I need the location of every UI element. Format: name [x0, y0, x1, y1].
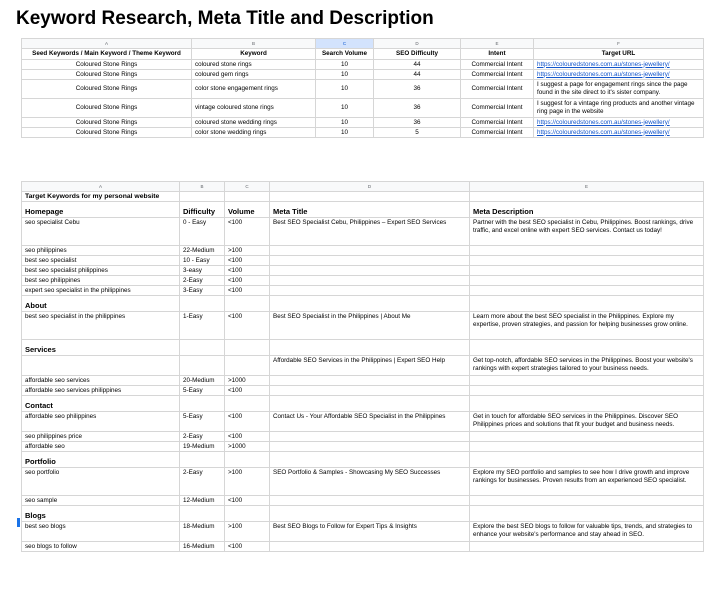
volume-cell[interactable]: <100	[225, 412, 270, 432]
section-title[interactable]: About	[22, 296, 180, 312]
seed-keyword-cell[interactable]: Coloured Stone Rings	[22, 60, 192, 70]
empty-cell[interactable]	[225, 340, 270, 356]
empty-cell[interactable]	[180, 396, 225, 412]
empty-cell[interactable]	[470, 340, 704, 356]
volume-cell[interactable]: <100	[225, 386, 270, 396]
keyword-cell[interactable]: seo philippines	[22, 246, 180, 256]
table-row	[22, 118, 704, 128]
section-title[interactable]: Blogs	[22, 506, 180, 522]
meta-description-cell[interactable]	[470, 386, 704, 396]
difficulty-cell[interactable]: 20-Medium	[180, 376, 225, 386]
volume-cell[interactable]	[225, 356, 270, 376]
section-row-blogs	[22, 506, 704, 522]
column-header-e[interactable]: E	[461, 39, 534, 49]
empty-cell[interactable]	[180, 506, 225, 522]
section-row-contact	[22, 396, 704, 412]
table-row	[22, 128, 704, 138]
seo-difficulty-cell[interactable]: 5	[374, 128, 461, 138]
volume-cell[interactable]: >100	[225, 522, 270, 542]
meta-description-cell[interactable]	[470, 432, 704, 442]
intent-cell[interactable]: Commercial Intent	[461, 99, 534, 118]
meta-title-cell[interactable]	[270, 432, 470, 442]
volume-cell[interactable]: <100	[225, 542, 270, 552]
volume-cell[interactable]: <100	[225, 266, 270, 276]
seo-difficulty-cell[interactable]: 44	[374, 70, 461, 80]
header-cell-keyword[interactable]: Keyword	[192, 49, 316, 60]
section-title[interactable]: Homepage	[22, 202, 180, 218]
column-header-b[interactable]: B	[180, 182, 225, 192]
table-row	[22, 312, 704, 340]
table-row	[22, 286, 704, 296]
keyword-cell[interactable]	[22, 356, 180, 376]
meta-title-cell[interactable]: Best SEO Specialist in the Philippines | About Me	[270, 312, 470, 340]
header-cell-meta-description[interactable]: Meta Description	[470, 202, 704, 218]
empty-cell[interactable]	[180, 192, 225, 202]
keyword-cell[interactable]: affordable seo services philippines	[22, 386, 180, 396]
difficulty-cell[interactable]: 18-Medium	[180, 522, 225, 542]
empty-cell[interactable]	[470, 506, 704, 522]
keyword-cell[interactable]: affordable seo philippines	[22, 412, 180, 432]
empty-cell[interactable]	[180, 340, 225, 356]
meta-description-cell[interactable]	[470, 246, 704, 256]
table-row	[22, 386, 704, 396]
volume-cell[interactable]: <100	[225, 312, 270, 340]
target-url-note[interactable]: I suggest for a vintage ring products and another vintage ring page in the website	[534, 99, 704, 118]
column-header-d[interactable]: D	[270, 182, 470, 192]
empty-cell[interactable]	[470, 452, 704, 468]
table-row	[22, 412, 704, 432]
meta-title-cell[interactable]	[270, 496, 470, 506]
seed-keyword-cell[interactable]: Coloured Stone Rings	[22, 128, 192, 138]
volume-cell[interactable]: >1000	[225, 442, 270, 452]
empty-cell[interactable]	[270, 340, 470, 356]
keyword-cell[interactable]: seo portfolio	[22, 468, 180, 496]
difficulty-cell[interactable]: 3-easy	[180, 266, 225, 276]
meta-title-cell[interactable]: SEO Portfolio & Samples - Showcasing My SEO Successes	[270, 468, 470, 496]
search-volume-cell[interactable]: 10	[316, 70, 374, 80]
keyword-cell[interactable]: coloured stone wedding rings	[192, 118, 316, 128]
column-header-c[interactable]: C	[316, 39, 374, 49]
meta-description-cell[interactable]: Learn more about the best SEO specialist in the Philippines. Explore my expertise, proven strategies, and passion for helping businesses grow online.	[470, 312, 704, 340]
header-cell-difficulty[interactable]: Difficulty	[180, 202, 225, 218]
volume-cell[interactable]: <100	[225, 432, 270, 442]
table-row	[22, 60, 704, 70]
section-row-portfolio	[22, 452, 704, 468]
header-cell-volume[interactable]: Search Volume	[316, 49, 374, 60]
keyword-cell[interactable]: best seo philippines	[22, 276, 180, 286]
intent-cell[interactable]: Commercial Intent	[461, 60, 534, 70]
search-volume-cell[interactable]: 10	[316, 80, 374, 99]
empty-cell[interactable]	[470, 296, 704, 312]
difficulty-cell[interactable]: 5-Easy	[180, 386, 225, 396]
volume-cell[interactable]: <100	[225, 286, 270, 296]
volume-cell[interactable]: <100	[225, 256, 270, 266]
target-url-link[interactable]: https://colouredstones.com.au/stones-jewellery/	[534, 60, 704, 70]
volume-cell[interactable]: <100	[225, 276, 270, 286]
empty-cell[interactable]	[225, 396, 270, 412]
keyword-cell[interactable]: seo specialist Cebu	[22, 218, 180, 246]
search-volume-cell[interactable]: 10	[316, 128, 374, 138]
intent-cell[interactable]: Commercial Intent	[461, 118, 534, 128]
seo-difficulty-cell[interactable]: 36	[374, 80, 461, 99]
page-title: Keyword Research, Meta Title and Description	[16, 8, 434, 29]
column-header-c[interactable]: C	[225, 182, 270, 192]
table-row	[22, 246, 704, 256]
difficulty-cell[interactable]: 2-Easy	[180, 468, 225, 496]
difficulty-cell[interactable]	[180, 356, 225, 376]
meta-description-cell[interactable]	[470, 256, 704, 266]
column-header-e[interactable]: E	[470, 182, 704, 192]
empty-cell[interactable]	[180, 296, 225, 312]
target-url-note[interactable]: I suggest a page for engagement rings since the page found in the site direct to it's sister company.	[534, 80, 704, 99]
table-row	[22, 256, 704, 266]
keyword-cell[interactable]: color stone wedding rings	[192, 128, 316, 138]
selected-cell-marker	[17, 518, 20, 527]
column-header-d[interactable]: D	[374, 39, 461, 49]
keyword-cell[interactable]: expert seo specialist in the philippines	[22, 286, 180, 296]
search-volume-cell[interactable]: 10	[316, 60, 374, 70]
section-row-services	[22, 340, 704, 356]
difficulty-cell[interactable]: 12-Medium	[180, 496, 225, 506]
section-title[interactable]: Contact	[22, 396, 180, 412]
column-letter-row	[22, 39, 704, 49]
empty-cell[interactable]	[270, 452, 470, 468]
table-row	[22, 442, 704, 452]
empty-cell[interactable]	[270, 506, 470, 522]
column-header-f[interactable]: F	[534, 39, 704, 49]
table-row	[22, 99, 704, 118]
table-row	[22, 266, 704, 276]
empty-cell[interactable]	[225, 452, 270, 468]
meta-title-cell[interactable]	[270, 266, 470, 276]
keyword-cell[interactable]: best seo blogs	[22, 522, 180, 542]
keyword-cell[interactable]: affordable seo	[22, 442, 180, 452]
meta-description-cell[interactable]	[470, 286, 704, 296]
table-row	[22, 276, 704, 286]
volume-cell[interactable]: >100	[225, 468, 270, 496]
volume-cell[interactable]: >1000	[225, 376, 270, 386]
difficulty-cell[interactable]: 22-Medium	[180, 246, 225, 256]
header-cell-volume[interactable]: Volume	[225, 202, 270, 218]
section-title[interactable]: Portfolio	[22, 452, 180, 468]
intent-cell[interactable]: Commercial Intent	[461, 70, 534, 80]
seed-keyword-cell[interactable]: Coloured Stone Rings	[22, 70, 192, 80]
keyword-cell[interactable]: seo sample	[22, 496, 180, 506]
difficulty-cell[interactable]: 10 - Easy	[180, 256, 225, 266]
seed-keyword-cell[interactable]: Coloured Stone Rings	[22, 80, 192, 99]
header-cell-difficulty[interactable]: SEO Difficulty	[374, 49, 461, 60]
meta-description-cell[interactable]: Get in touch for affordable SEO services in the Philippines. Discover SEO Philippines prices and solutions that fit your budget and business needs.	[470, 412, 704, 432]
empty-cell[interactable]	[270, 296, 470, 312]
difficulty-cell[interactable]: 5-Easy	[180, 412, 225, 432]
empty-cell[interactable]	[225, 296, 270, 312]
seo-difficulty-cell[interactable]: 36	[374, 118, 461, 128]
meta-title-cell[interactable]	[270, 386, 470, 396]
meta-title-cell[interactable]	[270, 286, 470, 296]
sheet-heading[interactable]: Target Keywords for my personal website	[22, 192, 180, 202]
table-row	[22, 432, 704, 442]
column-letter-row	[22, 182, 704, 192]
table-row	[22, 496, 704, 506]
header-cell-url[interactable]: Target URL	[534, 49, 704, 60]
table-row	[22, 80, 704, 99]
keyword-cell[interactable]: best seo specialist philippines	[22, 266, 180, 276]
header-cell-meta-title[interactable]: Meta Title	[270, 202, 470, 218]
table-row	[22, 522, 704, 542]
meta-title-cell[interactable]: Best SEO Specialist Cebu, Philippines – Expert SEO Services	[270, 218, 470, 246]
keyword-cell[interactable]: affordable seo services	[22, 376, 180, 386]
keyword-research-table	[21, 38, 704, 138]
table-row	[22, 542, 704, 552]
column-header-a[interactable]: A	[22, 39, 192, 49]
section-row-about	[22, 296, 704, 312]
difficulty-cell[interactable]: 2-Easy	[180, 276, 225, 286]
meta-description-cell[interactable]	[470, 376, 704, 386]
meta-title-cell[interactable]: Contact Us - Your Affordable SEO Specialist in the Philippines	[270, 412, 470, 432]
difficulty-cell[interactable]: 2-Easy	[180, 432, 225, 442]
keyword-cell[interactable]: seo blogs to follow	[22, 542, 180, 552]
meta-description-cell[interactable]	[470, 496, 704, 506]
meta-description-cell[interactable]	[470, 442, 704, 452]
keyword-cell[interactable]: seo philippines price	[22, 432, 180, 442]
meta-title-cell[interactable]	[270, 542, 470, 552]
sheet-heading-row	[22, 192, 704, 202]
difficulty-cell[interactable]: 16-Medium	[180, 542, 225, 552]
section-row-homepage	[22, 202, 704, 218]
keyword-cell[interactable]: vintage coloured stone rings	[192, 99, 316, 118]
meta-description-cell[interactable]: Explore the best SEO blogs to follow for valuable tips, trends, and strategies to enhance your website's performance and stay ahead in SEO.	[470, 522, 704, 542]
difficulty-cell[interactable]: 19-Medium	[180, 442, 225, 452]
keyword-cell[interactable]: coloured gem rings	[192, 70, 316, 80]
meta-description-cell[interactable]: Partner with the best SEO specialist in Cebu, Philippines. Boost rankings, drive traffic, and excel online with expert SEO services. Contact us today!	[470, 218, 704, 246]
meta-description-cell[interactable]	[470, 276, 704, 286]
meta-title-cell[interactable]	[270, 376, 470, 386]
search-volume-cell[interactable]: 10	[316, 118, 374, 128]
table-row	[22, 70, 704, 80]
seed-keyword-cell[interactable]: Coloured Stone Rings	[22, 99, 192, 118]
keyword-cell[interactable]: best seo specialist	[22, 256, 180, 266]
meta-description-cell[interactable]: Explore my SEO portfolio and samples to see how I drive growth and improve rankings for businesses. Proven results from an experienced SEO specialist.	[470, 468, 704, 496]
keyword-cell[interactable]: coloured stone rings	[192, 60, 316, 70]
difficulty-cell[interactable]: 0 - Easy	[180, 218, 225, 246]
meta-title-cell[interactable]: Best SEO Blogs to Follow for Expert Tips & Insights	[270, 522, 470, 542]
empty-cell[interactable]	[470, 396, 704, 412]
target-url-link[interactable]: https://colouredstones.com.au/stones-jewellery/	[534, 70, 704, 80]
header-cell-intent[interactable]: Intent	[461, 49, 534, 60]
volume-cell[interactable]: <100	[225, 496, 270, 506]
intent-cell[interactable]: Commercial Intent	[461, 80, 534, 99]
difficulty-cell[interactable]: 1-Easy	[180, 312, 225, 340]
column-header-b[interactable]: B	[192, 39, 316, 49]
empty-cell[interactable]	[225, 192, 270, 202]
keyword-cell[interactable]: best seo specialist in the philippines	[22, 312, 180, 340]
target-url-link[interactable]: https://colouredstones.com.au/stones-jewellery/	[534, 128, 704, 138]
header-cell-seed[interactable]: Seed Keywords / Main Keyword / Theme Keyword	[22, 49, 192, 60]
section-title[interactable]: Services	[22, 340, 180, 356]
target-keywords-table	[21, 181, 704, 552]
seo-difficulty-cell[interactable]: 36	[374, 99, 461, 118]
meta-title-cell[interactable]	[270, 246, 470, 256]
empty-cell[interactable]	[270, 192, 470, 202]
table-row	[22, 468, 704, 496]
empty-cell[interactable]	[270, 396, 470, 412]
seo-difficulty-cell[interactable]: 44	[374, 60, 461, 70]
meta-title-cell[interactable]	[270, 256, 470, 266]
meta-description-cell[interactable]	[470, 542, 704, 552]
meta-description-cell[interactable]	[470, 266, 704, 276]
table-row	[22, 218, 704, 246]
table-row	[22, 356, 704, 376]
meta-description-cell[interactable]: Get top-notch, affordable SEO services in the Philippines. Boost your website's rankings with expert strategies tailored to your business needs.	[470, 356, 704, 376]
intent-cell[interactable]: Commercial Intent	[461, 128, 534, 138]
volume-cell[interactable]: >100	[225, 246, 270, 256]
meta-title-cell[interactable]	[270, 442, 470, 452]
empty-cell[interactable]	[470, 192, 704, 202]
volume-cell[interactable]: <100	[225, 218, 270, 246]
target-url-link[interactable]: https://colouredstones.com.au/stones-jewellery/	[534, 118, 704, 128]
search-volume-cell[interactable]: 10	[316, 99, 374, 118]
table-row	[22, 376, 704, 386]
keyword-cell[interactable]: color stone engagement rings	[192, 80, 316, 99]
column-header-a[interactable]: A	[22, 182, 180, 192]
meta-title-cell[interactable]	[270, 276, 470, 286]
header-row	[22, 49, 704, 60]
difficulty-cell[interactable]: 3-Easy	[180, 286, 225, 296]
seed-keyword-cell[interactable]: Coloured Stone Rings	[22, 118, 192, 128]
empty-cell[interactable]	[225, 506, 270, 522]
empty-cell[interactable]	[180, 452, 225, 468]
meta-title-cell[interactable]: Affordable SEO Services in the Philippines | Expert SEO Help	[270, 356, 470, 376]
